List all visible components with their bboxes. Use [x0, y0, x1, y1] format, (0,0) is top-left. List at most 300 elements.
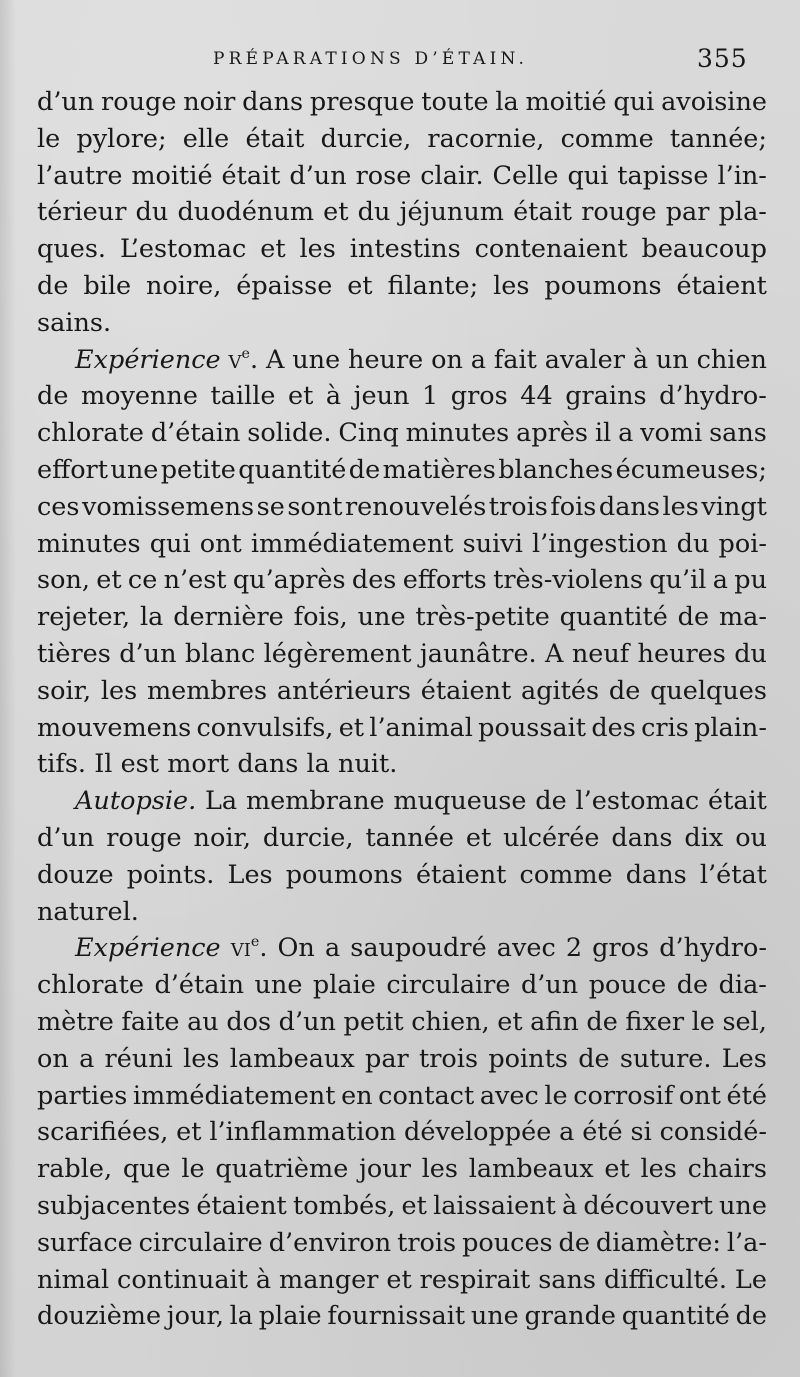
text-line	[37, 783, 767, 820]
word: et	[497, 1006, 523, 1037]
word: contact	[378, 1080, 475, 1111]
word: minutes	[37, 528, 141, 559]
word: qui	[613, 87, 655, 117]
text-line	[37, 194, 767, 231]
word: fois	[550, 491, 597, 522]
word: Expérience	[75, 933, 221, 964]
word: Expérience	[75, 344, 221, 375]
word: grande	[524, 1301, 617, 1332]
word: naturel.	[37, 896, 139, 927]
word: fait	[493, 344, 537, 375]
word: elle	[182, 123, 230, 154]
word: jaunâtre.	[419, 638, 537, 669]
word: l’estomac	[575, 786, 700, 817]
word: vi	[230, 933, 251, 964]
word: l’inflammation	[209, 1117, 397, 1148]
word: filante;	[387, 270, 479, 301]
word: circulaire	[386, 970, 511, 1001]
word: jour,	[166, 1301, 224, 1332]
word: une	[470, 1301, 519, 1332]
word: A	[265, 344, 285, 375]
word: de	[37, 270, 69, 301]
word: plaie	[258, 1301, 322, 1332]
word: l’animal	[369, 712, 473, 743]
word: par	[365, 1043, 409, 1074]
word: fournissait	[327, 1301, 466, 1332]
word: à	[325, 381, 342, 412]
word: sont	[287, 491, 343, 522]
word: grains	[565, 381, 647, 412]
word: jéjunum	[399, 197, 504, 228]
word: les	[662, 491, 699, 522]
word: minutes	[405, 418, 510, 449]
word: noir,	[193, 822, 251, 853]
word: douzième	[37, 1301, 162, 1332]
word: qui	[567, 160, 609, 191]
word: ce	[127, 565, 158, 596]
word: 2	[565, 933, 583, 964]
word: une	[292, 344, 341, 375]
word: solide.	[247, 418, 332, 449]
word: se	[256, 491, 285, 522]
word: la	[139, 602, 164, 633]
word: du	[734, 638, 767, 669]
word: rouge	[581, 197, 657, 228]
word: faite	[121, 1006, 180, 1037]
word: pylore;	[76, 123, 167, 154]
text-line	[37, 1078, 767, 1115]
word: Le	[734, 1264, 767, 1295]
word: poussait	[478, 712, 587, 743]
word: épaisse	[236, 270, 333, 301]
text-line	[37, 415, 767, 452]
word: étaient	[420, 675, 512, 706]
word: tannée;	[669, 123, 767, 154]
text-line	[37, 231, 767, 268]
word: moyenne	[80, 381, 198, 412]
word: 44	[520, 381, 553, 412]
text-line	[37, 1114, 767, 1151]
word: l’a-	[726, 1227, 767, 1258]
word: a	[470, 344, 486, 375]
word: Celle	[492, 160, 559, 191]
word: rouge	[101, 87, 177, 117]
word: gros	[592, 933, 650, 964]
text-line	[37, 268, 767, 305]
word: soir,	[37, 675, 92, 706]
word: dans	[598, 491, 660, 522]
word: avaler	[544, 344, 625, 375]
word: renouvelés	[344, 491, 487, 522]
word: et	[401, 1190, 427, 1221]
word: était	[707, 786, 767, 817]
word: qu’après	[232, 565, 346, 596]
word: moitié	[131, 160, 213, 191]
word: trois	[419, 1043, 479, 1074]
text-line	[37, 378, 767, 415]
word: considé-	[659, 1117, 767, 1148]
word: a	[618, 418, 634, 449]
word: surface	[37, 1227, 133, 1258]
word: noir	[183, 87, 236, 117]
word: le	[691, 1006, 715, 1037]
word: jeun	[353, 381, 410, 412]
word: est	[120, 749, 160, 780]
word: .	[249, 344, 259, 375]
word: et	[604, 1154, 630, 1185]
word: gros	[450, 381, 508, 412]
word: taille	[210, 381, 276, 412]
word: très-violens	[493, 565, 643, 596]
word: et	[288, 381, 314, 412]
word: rouge	[106, 822, 182, 853]
word: de	[608, 675, 641, 706]
word: La	[205, 786, 238, 817]
text-line	[37, 710, 767, 747]
text-line	[37, 452, 767, 489]
word: et	[260, 234, 286, 265]
word: 1	[421, 381, 439, 412]
text-line	[37, 820, 767, 857]
word: il	[594, 418, 612, 449]
word: de	[578, 1043, 610, 1074]
word: membrane	[245, 786, 385, 817]
word: de	[37, 381, 69, 412]
word: intestins	[349, 234, 461, 265]
word: vomissemens	[81, 491, 255, 522]
body-text	[37, 84, 767, 1335]
word: ces	[37, 491, 80, 522]
word: d’environ	[268, 1227, 392, 1258]
word: les	[299, 234, 336, 265]
word: sans	[709, 418, 767, 449]
word: d’hydro-	[659, 381, 767, 412]
word: écumeuses;	[615, 454, 767, 485]
word: beaucoup	[641, 234, 767, 265]
word: de	[535, 786, 567, 817]
page-number: 355	[697, 44, 748, 73]
word: était	[221, 160, 281, 191]
word: réuni	[104, 1043, 173, 1074]
word: térieur	[37, 197, 127, 228]
word: d’un	[37, 822, 95, 853]
word: agités	[521, 675, 600, 706]
word: tannée	[365, 822, 454, 853]
word: Cinq	[338, 418, 399, 449]
word: si	[630, 1117, 652, 1148]
text-line	[37, 636, 767, 673]
word: d’un	[37, 87, 95, 117]
word: de	[676, 970, 709, 1001]
word: et	[386, 1264, 412, 1295]
word: était	[513, 197, 573, 228]
word: dix	[684, 822, 724, 853]
word: à	[632, 344, 649, 375]
word: dos	[226, 1006, 272, 1037]
word: parties	[37, 1080, 128, 1111]
word: muqueuse	[393, 786, 527, 817]
text-line	[37, 967, 767, 1004]
word: développée	[404, 1117, 552, 1148]
word: de	[677, 602, 710, 633]
word: du	[357, 197, 391, 228]
word: presque	[309, 87, 415, 117]
word: heures	[637, 638, 726, 669]
word: lambeaux	[468, 1154, 594, 1185]
word: racornie,	[427, 123, 545, 154]
word: l’autre	[37, 160, 123, 191]
text-line	[37, 746, 767, 783]
word: comme	[560, 123, 654, 154]
text-line	[37, 526, 767, 563]
word: d’un	[520, 970, 579, 1001]
word: pouces	[462, 1227, 553, 1258]
word: au	[187, 1006, 219, 1037]
word: On	[277, 933, 315, 964]
word: a	[712, 565, 728, 596]
word-group	[231, 930, 268, 967]
word: ma-	[718, 602, 767, 633]
page-gutter-shadow	[0, 0, 16, 1377]
word: v	[228, 344, 242, 375]
word: sains.	[37, 307, 112, 338]
word: petit	[343, 1006, 404, 1037]
word: étaient	[415, 859, 507, 890]
word: afin	[530, 1006, 579, 1037]
word: respirait	[419, 1264, 531, 1295]
word: dans	[611, 822, 673, 853]
word: chien	[696, 344, 767, 375]
word: quantité	[238, 454, 347, 485]
word: et	[323, 197, 349, 228]
text-line	[37, 1188, 767, 1225]
word: et	[96, 565, 122, 596]
word: qu’il	[649, 565, 707, 596]
word: mort	[167, 749, 230, 780]
word: découvert	[583, 1190, 713, 1221]
word: a	[79, 1043, 95, 1074]
word: immédiatement	[250, 528, 454, 559]
word: manger	[279, 1264, 379, 1295]
word: difficulté.	[603, 1264, 727, 1295]
word: vingt	[701, 491, 767, 522]
word: durcie,	[320, 123, 412, 154]
word: les	[640, 1154, 677, 1185]
word: très-petite	[415, 602, 550, 633]
word: jour	[359, 1154, 411, 1185]
word: nuit.	[338, 749, 398, 780]
word: l’in-	[717, 160, 767, 191]
word: pu	[734, 565, 767, 596]
word: Les	[721, 1043, 767, 1074]
word: poumons	[544, 270, 662, 301]
word: les	[100, 675, 138, 706]
word: d’étain	[150, 418, 241, 449]
word: cris	[641, 712, 689, 743]
word: et	[347, 270, 373, 301]
word: avoisine	[661, 87, 767, 117]
word: heure	[348, 344, 424, 375]
word: ou	[735, 822, 767, 853]
word: avec	[496, 933, 556, 964]
word: par	[665, 197, 710, 228]
word: comme	[519, 859, 613, 890]
word: bile	[83, 270, 132, 301]
superscript: e	[250, 934, 260, 951]
word: membres	[146, 675, 268, 706]
word: scarifiées,	[37, 1117, 169, 1148]
word: corrosif	[573, 1080, 674, 1111]
word: avec	[479, 1080, 539, 1111]
text-line	[37, 857, 767, 894]
word: convulsifs,	[196, 712, 334, 743]
word: points.	[126, 859, 215, 890]
word: le	[181, 1154, 205, 1185]
word: saupoudré	[350, 933, 487, 964]
word: tombés,	[292, 1190, 396, 1221]
word: et	[465, 822, 492, 853]
text-line	[37, 489, 767, 526]
word: dernière	[173, 602, 284, 633]
text-line	[37, 1151, 767, 1188]
word: neuf	[571, 638, 630, 669]
page-header	[0, 44, 800, 84]
word: chairs	[687, 1154, 767, 1185]
word: quelques	[650, 675, 767, 706]
word: a	[559, 1117, 575, 1148]
word: ont	[678, 1080, 721, 1111]
word: en	[341, 1080, 373, 1111]
word: lambeaux	[229, 1043, 355, 1074]
word: sans	[538, 1264, 597, 1295]
word: quatrième	[215, 1154, 349, 1185]
word: du	[135, 197, 169, 228]
word: noire,	[146, 270, 222, 301]
word: Les	[227, 859, 273, 890]
word: les	[421, 1154, 458, 1185]
word: une	[357, 602, 406, 633]
word: a	[324, 933, 341, 964]
word: du	[676, 528, 710, 559]
word: Autopsie.	[75, 786, 197, 817]
word: qui	[149, 528, 191, 559]
word: n’est	[163, 565, 227, 596]
word: que	[122, 1154, 171, 1185]
word: son,	[37, 565, 90, 596]
word: blanches	[498, 454, 614, 485]
word: chien,	[411, 1006, 490, 1037]
text-line	[37, 1262, 767, 1299]
word: la	[229, 1301, 254, 1332]
text-line	[37, 930, 767, 967]
word: blanc	[184, 638, 256, 669]
word: nimal	[37, 1264, 110, 1295]
text-line	[37, 305, 767, 342]
word: légèrement	[263, 638, 412, 669]
word: ont	[199, 528, 242, 559]
word: quantité	[621, 1301, 730, 1332]
text-line	[37, 562, 767, 599]
word: suture.	[619, 1043, 712, 1074]
word: ulcérée	[503, 822, 600, 853]
word: Il	[94, 749, 113, 780]
word: à	[255, 1264, 272, 1295]
word: plain-	[694, 712, 767, 743]
word: quantité	[559, 602, 668, 633]
word: un	[655, 344, 689, 375]
word: et	[338, 712, 365, 743]
word: une	[110, 454, 159, 485]
word: toute	[421, 87, 489, 117]
word: circulaire	[138, 1227, 263, 1258]
word: plaie	[312, 970, 376, 1001]
word: et	[176, 1117, 202, 1148]
word: effort	[37, 454, 108, 485]
word: d’un	[119, 638, 177, 669]
text-line	[37, 342, 767, 379]
word: le	[37, 123, 61, 154]
word: d’étain	[154, 970, 244, 1001]
word: le	[544, 1080, 568, 1111]
text-line	[37, 121, 767, 158]
word: diamètre:	[595, 1227, 721, 1258]
word: fois,	[293, 602, 348, 633]
word: été	[582, 1117, 623, 1148]
word: tifs.	[37, 749, 87, 780]
word: contenaient	[474, 234, 628, 265]
word: duodénum	[177, 197, 314, 228]
word: trois	[488, 491, 548, 522]
text-line	[37, 894, 767, 931]
word: mouvemens	[37, 712, 192, 743]
word: l’état	[699, 859, 767, 890]
word: rejeter,	[37, 602, 131, 633]
word: chlorate	[37, 970, 144, 1001]
word: antérieurs	[276, 675, 411, 706]
word: matières	[382, 454, 496, 485]
word: étaient	[196, 1190, 287, 1221]
word: rable,	[37, 1154, 113, 1185]
word: tapisse	[617, 160, 709, 191]
word: petite	[160, 454, 236, 485]
word: immédiatement	[132, 1080, 336, 1111]
word: la	[306, 749, 330, 780]
word: sel,	[722, 1006, 767, 1037]
word: vomi	[640, 418, 703, 449]
word: points	[488, 1043, 568, 1074]
word: de	[586, 1006, 618, 1037]
word: dans	[625, 859, 687, 890]
text-line	[37, 84, 767, 121]
word: A	[545, 638, 564, 669]
text-line	[37, 158, 767, 195]
word: rose	[355, 160, 412, 191]
superscript: e	[241, 345, 250, 362]
word: dia-	[718, 970, 767, 1001]
word: l’ingestion	[531, 528, 668, 559]
word: dans	[237, 749, 299, 780]
word: clair.	[420, 160, 484, 191]
word: suivi	[462, 528, 523, 559]
text-line	[37, 1225, 767, 1262]
word: fixer	[625, 1006, 685, 1037]
word: poi-	[718, 528, 767, 559]
word: était	[245, 123, 305, 154]
word: de	[348, 454, 381, 485]
word: dans	[242, 87, 304, 117]
word: pla-	[718, 197, 767, 228]
text-line	[37, 673, 767, 710]
